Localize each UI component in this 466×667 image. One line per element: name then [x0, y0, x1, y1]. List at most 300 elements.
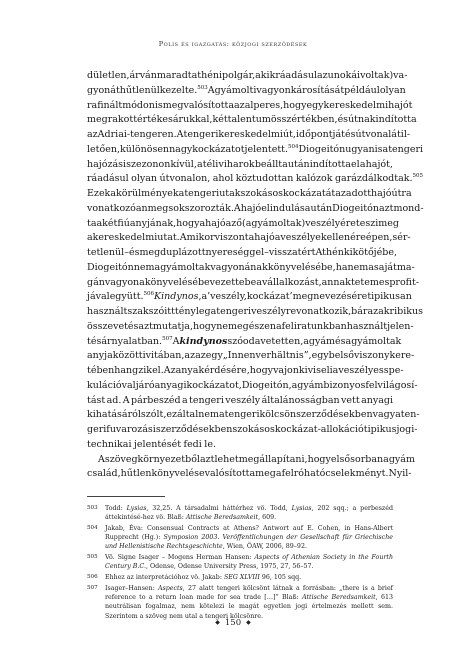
text-run: kockázatot,: [186, 379, 242, 391]
text-run: gyámoltak: [160, 261, 211, 273]
text-run: va-: [393, 70, 408, 81]
text-run: olyan: [131, 173, 158, 185]
text-run: hajót: [388, 99, 413, 111]
text-run: hajó: [240, 202, 262, 214]
text-run: sér-: [392, 232, 411, 244]
text-run: Diogeitón,: [241, 379, 292, 391]
text-run: dületlen,: [87, 70, 130, 81]
text-run: után: [287, 158, 310, 170]
text-run: tengeri: [184, 188, 220, 199]
text-run: jelentett.: [244, 143, 288, 155]
text-line: [87, 408, 420, 423]
text-run: veszélyes: [338, 365, 384, 376]
text-run: egy: [311, 350, 329, 362]
text-run: a: [383, 453, 389, 465]
text-run: kezelte.: [159, 84, 198, 96]
text-run: felvilágosí-: [365, 379, 418, 391]
text-run: letően,: [87, 143, 120, 155]
text-run: Athén: [315, 247, 344, 258]
text-run: egy: [205, 350, 223, 362]
text-run: kívül,: [170, 158, 197, 170]
text-run: , 613 neutrálisan fogalmaz, nem kötelezi le magát egyetlen jogi értelmezés mellett sem. Szerintem a szöveg nem utal a tengeri kölcsönre.: [105, 594, 393, 620]
footnote: [87, 584, 393, 621]
text-run: például: [344, 84, 380, 96]
text-run: a: [345, 335, 352, 347]
text-run: a: [219, 409, 225, 421]
text-run: vagyonának: [210, 261, 268, 273]
text-run: szokásos: [232, 424, 275, 435]
text-run: visszatért: [268, 247, 316, 258]
text-run: Diogeitón: [298, 143, 346, 155]
text-run: A: [233, 202, 241, 214]
text-run: a: [110, 188, 116, 199]
footnote-number: 503: [87, 505, 98, 511]
text-run: a: [368, 261, 374, 273]
text-run: cselekményt.: [325, 468, 389, 480]
text-run: gyám: [388, 453, 415, 465]
text-run: kérdésére,: [198, 365, 250, 376]
text-run: gánvagyona: [87, 276, 145, 288]
italic-term: Attische Beredsamkeit: [302, 594, 376, 602]
text-run: család,: [87, 468, 121, 480]
text-run: hajó: [254, 232, 275, 244]
text-run: a: [332, 365, 339, 376]
text-run: –: [124, 247, 129, 258]
text-run: Vö. Signe Isager – Mogens Herman Hansen:: [105, 554, 255, 562]
text-run: utat.: [157, 232, 180, 244]
text-line: [87, 349, 415, 364]
footnote-rule: [87, 496, 165, 497]
text-run: ugyanis: [345, 143, 383, 155]
folio-ornament-left: ◆: [215, 619, 220, 626]
text-run: nagy: [169, 143, 193, 155]
text-run: az: [234, 99, 245, 111]
running-head: [0, 40, 466, 48]
text-run: hűtlenül: [119, 84, 160, 96]
footnote: [87, 504, 393, 522]
text-run: bár: [351, 306, 368, 317]
text-run: tényleg: [174, 306, 211, 317]
text-run: nem: [216, 320, 238, 332]
text-run: kere-: [389, 350, 415, 362]
text-line: [87, 113, 417, 128]
text-run: gyám: [308, 335, 336, 347]
text-run: a: [201, 291, 208, 303]
text-run: könyvelésébe,: [267, 261, 336, 273]
text-run: nyereséggel: [205, 247, 265, 258]
text-run: spe-: [383, 365, 404, 376]
text-run: anya: [175, 365, 199, 376]
text-run: fiú: [117, 217, 130, 229]
text-run: kölcsönszerződésekben: [259, 409, 373, 421]
text-run: A: [172, 335, 180, 347]
text-run: kulációval: [87, 379, 136, 391]
text-run: kockázatát: [283, 188, 336, 199]
text-run: kockázat’: [246, 291, 293, 303]
italic-term: SEG XLVIII: [223, 574, 260, 582]
text-run: útvonalát: [355, 129, 401, 140]
text-run: anyagi: [361, 394, 393, 406]
text-run: két: [212, 114, 228, 126]
text-run: veszély: [225, 394, 261, 406]
text-run: el: [351, 158, 360, 170]
text-run: út,: [282, 129, 296, 140]
text-run: garázdálkodtak.: [334, 173, 413, 185]
text-run: valósította: [204, 468, 256, 480]
text-line: [87, 290, 412, 305]
text-run: technikai: [87, 438, 132, 450]
text-run: jával: [87, 291, 110, 303]
text-run: maradt: [156, 70, 192, 81]
text-run: belső: [328, 350, 354, 362]
text-run: A: [98, 453, 105, 465]
text-run: összevetés: [87, 320, 139, 332]
text-run: mond-: [393, 202, 424, 214]
text-run: összértékben,: [270, 114, 338, 126]
footnote-number: 505: [87, 554, 98, 561]
text-run: geri: [87, 424, 107, 435]
text-run: gyámoltak: [351, 335, 402, 347]
text-run: járó: [135, 379, 155, 391]
text-run: Isager–Hansen:: [105, 585, 158, 592]
text-run: a: [395, 409, 401, 421]
text-run: nem: [198, 409, 219, 421]
text-run: Ezek: [87, 188, 111, 199]
running-head-text: Polis és igazgatás: közjogi szerződések: [158, 40, 308, 48]
text-run: tipikus: [363, 424, 397, 435]
text-run: anyja: [87, 350, 113, 362]
text-run: A: [207, 84, 215, 96]
footnote-number: 504: [87, 525, 98, 531]
text-run: közötti: [112, 350, 146, 362]
text-run: elindulása: [261, 202, 311, 214]
text-run: el.: [152, 365, 164, 376]
text-run: itt: [164, 306, 175, 317]
text-run: tást: [87, 394, 106, 406]
text-line: [87, 246, 397, 261]
text-run: rafinált: [87, 99, 123, 111]
text-run: egy: [306, 99, 324, 111]
text-run: ráadásul: [87, 173, 129, 185]
page-number: 150: [224, 618, 242, 628]
text-run: profit-: [389, 276, 420, 288]
text-run: az: [367, 306, 379, 317]
text-run: két: [102, 217, 118, 229]
text-run: elsősorban: [330, 453, 384, 465]
footnote: [87, 573, 393, 582]
text-run: lehet: [214, 453, 239, 465]
text-run: hogy: [176, 217, 200, 229]
text-line: [87, 379, 418, 394]
italic-term: Aspects of Athenian Society in the Fourth Century B.C.: [105, 554, 393, 571]
text-run: ’veszély,: [207, 291, 247, 303]
text-run: hajóútra: [371, 188, 412, 199]
text-run: könyvelésébe: [144, 276, 210, 288]
text-run: Todd:: [105, 505, 127, 512]
text-run: és: [337, 114, 349, 126]
text-run: vajon: [273, 365, 299, 376]
text-run: ő: [236, 217, 242, 229]
text-run: tében: [87, 365, 115, 376]
text-run: a: [181, 394, 188, 406]
text-run: épen,: [365, 232, 393, 244]
text-line: [87, 438, 393, 453]
text-run: megvalósította: [162, 99, 235, 111]
italic-term: Lysias: [126, 505, 147, 512]
footnote-ref: 507: [162, 335, 173, 342]
footnote-ref: 506: [143, 291, 155, 298]
text-run: egészen: [237, 320, 276, 332]
text-run: ezáltal: [166, 409, 199, 421]
text-run: hogy: [192, 320, 217, 332]
text-run: a: [275, 320, 282, 332]
text-run: a: [248, 232, 255, 244]
text-run: indította: [309, 158, 351, 170]
italic-term: Attische Beredsamkeit: [185, 514, 259, 522]
text-run: értékes: [137, 114, 173, 126]
text-run: hűtlen: [120, 468, 152, 480]
text-run: Adriai-tengeren.: [97, 129, 177, 140]
text-run: és: [335, 335, 346, 347]
text-run: tengeri: [183, 129, 219, 140]
page-folio: [0, 618, 466, 628]
text-run: , 609.: [258, 514, 277, 522]
text-line: [87, 172, 424, 187]
text-line: [87, 158, 393, 173]
text-run: polgár,: [222, 70, 256, 81]
text-run: gyámolti: [214, 84, 257, 96]
text-run: , 27 alatt tengeri kölcsönt látnak a forrásban: „there is a brief reference to a return loan made for sea trade […]” Blaß:: [105, 585, 393, 602]
footnote-ref: 503: [197, 84, 208, 91]
italic-term: Symposion 2003. Veröffentlichungen der Gesellschaft für Griechische und Hellenistische Rechtsgeschichte: [105, 534, 393, 551]
text-run: tipikusan: [367, 291, 412, 303]
text-run: be: [244, 276, 257, 288]
text-run: a: [303, 335, 309, 347]
text-run: hajó: [205, 217, 226, 229]
text-run: ta: [87, 217, 97, 229]
text-run: kikötőjébe,: [343, 247, 397, 258]
text-run: indította: [375, 114, 417, 126]
text-run: , 202 sqq.; a perbeszéd áttekintésé-hez vö. Blaß:: [105, 505, 394, 522]
text-run: szövegkörnyezetből: [104, 453, 200, 465]
text-run: ráadásul: [275, 70, 317, 81]
text-run: mutatja,: [152, 320, 193, 332]
text-run: szólt,: [140, 409, 167, 421]
text-run: hajózási: [87, 158, 127, 170]
text-run: anyjának,: [129, 217, 177, 229]
footnote-number: 506: [87, 574, 98, 581]
text-run: használt: [346, 320, 388, 332]
text-run: vitában,: [145, 350, 185, 362]
text-run: Nyil-: [388, 468, 412, 480]
text-run: viszont: [214, 232, 249, 244]
text-run: ki: [298, 365, 308, 376]
text-run: saját: [373, 261, 397, 273]
text-run: A: [176, 129, 184, 140]
text-run: azt: [199, 453, 215, 465]
text-run: a: [291, 379, 298, 391]
text-run: megállapítani,: [238, 453, 308, 465]
footnote-number: 507: [87, 585, 98, 591]
text-run: nem: [133, 261, 155, 273]
text-run: tetemes: [350, 276, 390, 288]
text-line: [87, 84, 406, 99]
text-run: veszélyek: [280, 232, 327, 244]
text-run: módon: [122, 99, 155, 111]
text-line: [87, 187, 412, 202]
text-run: kereskedelmi: [218, 129, 283, 140]
text-run: a: [178, 188, 185, 199]
text-run: unokái: [327, 70, 361, 81]
text-run: veszélyre: [251, 306, 297, 317]
text-run: teszi: [355, 217, 379, 229]
text-run: bizonyos: [323, 379, 366, 391]
text-line: [87, 276, 420, 291]
text-run: tengeri: [224, 409, 260, 421]
text-run: ad.: [106, 394, 122, 406]
text-run: ma-: [396, 261, 415, 273]
text-run: a: [196, 158, 203, 170]
text-run: Az: [163, 365, 176, 376]
text-run: Jakab, Éva: Consensual Contracts at Athens? Antwort auf E. Cohen, in Hans-Albert Rupprecht (Hg.):: [105, 525, 393, 542]
text-run: útnak: [348, 114, 376, 126]
text-run: a: [210, 306, 217, 317]
text-run: károsítását: [290, 84, 345, 96]
text-run: hajót,: [365, 158, 393, 170]
text-run: körülmények: [116, 188, 179, 199]
text-run: alperes,: [244, 99, 284, 111]
footnote: [87, 524, 393, 552]
text-run: beállta: [254, 158, 288, 170]
text-run: a: [96, 217, 103, 229]
text-run: annak: [321, 276, 351, 288]
text-run: kereskedelmi: [323, 99, 389, 111]
footnote-ref: 505: [412, 173, 424, 180]
text-run: hogy: [307, 453, 331, 465]
text-run: tésárnyalatban.: [87, 335, 163, 347]
text-line: [87, 320, 414, 335]
text-run: jelen-: [387, 320, 414, 332]
text-run: –: [264, 247, 269, 258]
text-run: kockázat-allokáció: [274, 424, 364, 435]
text-run: ellenére: [326, 232, 366, 244]
text-run: odavetetten,: [242, 335, 304, 347]
text-run: szakszó: [127, 306, 165, 317]
text-run: vagy: [372, 409, 396, 421]
text-run: a: [274, 232, 281, 244]
text-run: voltak): [360, 70, 394, 81]
text-run: gyámoltak): [251, 217, 306, 229]
text-run: ten-: [400, 409, 420, 421]
text-run: és: [344, 129, 356, 140]
footnotes: [87, 504, 393, 622]
text-run: megrakott: [87, 114, 138, 126]
text-run: különösen: [119, 143, 170, 155]
text-run: vállalkozást,: [261, 276, 322, 288]
text-run: időpontját: [295, 129, 345, 140]
text-run: gyonát: [87, 84, 120, 96]
text-run: hangzik: [114, 365, 153, 376]
text-run: után: [310, 202, 333, 214]
text-run: tetlenül: [87, 247, 125, 258]
text-line: [87, 305, 423, 320]
text-run: akik: [255, 70, 276, 81]
text-run: könyvelése: [151, 468, 205, 480]
text-line: [87, 261, 415, 276]
text-run: Ehhez az interpretációhoz vö. Jakab:: [105, 574, 224, 582]
text-run: az: [225, 217, 237, 229]
text-run: talentum: [227, 114, 271, 126]
text-run: utak: [219, 188, 241, 199]
italic-term: Aspects: [157, 585, 183, 592]
text-line: [87, 335, 402, 350]
text-line: [87, 231, 411, 246]
text-run: veszélyére: [305, 217, 356, 229]
text-run: Diogeitón: [87, 261, 134, 273]
text-run: is: [154, 99, 163, 111]
text-run: megduplázott: [139, 247, 206, 258]
text-line: [87, 143, 424, 158]
text-run: kihatásáról: [87, 409, 141, 421]
text-run: hogy: [283, 99, 307, 111]
text-run: , Odense, Odense University Press, 1975, 27, 56–57.: [145, 563, 314, 571]
text-run: azaz: [184, 350, 206, 362]
text-run: a: [256, 276, 262, 288]
text-run: az: [335, 188, 346, 199]
text-run: tengeri: [388, 143, 424, 155]
text-run: adott: [345, 188, 372, 199]
text-run: meg: [255, 468, 276, 480]
text-run: athéni: [191, 70, 223, 81]
text-run: azt: [138, 320, 153, 332]
text-run: szó: [227, 335, 243, 347]
text-run: ,: [198, 291, 202, 303]
text-run: megsokszorozták.: [147, 202, 234, 214]
text-run: vagyon: [256, 84, 291, 96]
text-run: anyagi: [154, 379, 187, 391]
text-run: megnevezésére: [292, 291, 368, 303]
italic-term: Lysias: [291, 505, 312, 512]
text-run: tengeri: [189, 394, 224, 406]
text-run: (a: [241, 217, 252, 229]
text-run: a: [87, 232, 93, 244]
text-run: le.: [204, 438, 216, 450]
text-run: tengeri: [216, 306, 252, 317]
text-line: [87, 364, 404, 379]
text-line: [87, 217, 399, 232]
main-text: [87, 69, 424, 482]
text-run: vezette: [209, 276, 245, 288]
text-run: Diogeitón: [332, 202, 379, 214]
text-run: útvonalon,: [159, 173, 211, 185]
text-run: kalózok: [295, 173, 333, 185]
text-run: együtt.: [109, 291, 144, 303]
text-run: párbeszéd: [131, 394, 181, 406]
text-run: jogi-: [396, 424, 418, 435]
text-run: ahol: [212, 173, 234, 185]
text-run: árukkal,: [172, 114, 213, 126]
text-run: azt: [378, 202, 394, 214]
text-run: kockázatot: [192, 143, 245, 155]
text-line: [87, 128, 411, 143]
text-line: [87, 423, 418, 438]
text-run: köztudottan: [235, 173, 294, 185]
text-run: felróható: [281, 468, 326, 480]
text-run: vonatkozóan: [87, 202, 148, 214]
text-run: vonatkozik,: [296, 306, 352, 317]
text-run: a: [359, 158, 366, 170]
text-run: hanem: [335, 261, 369, 273]
